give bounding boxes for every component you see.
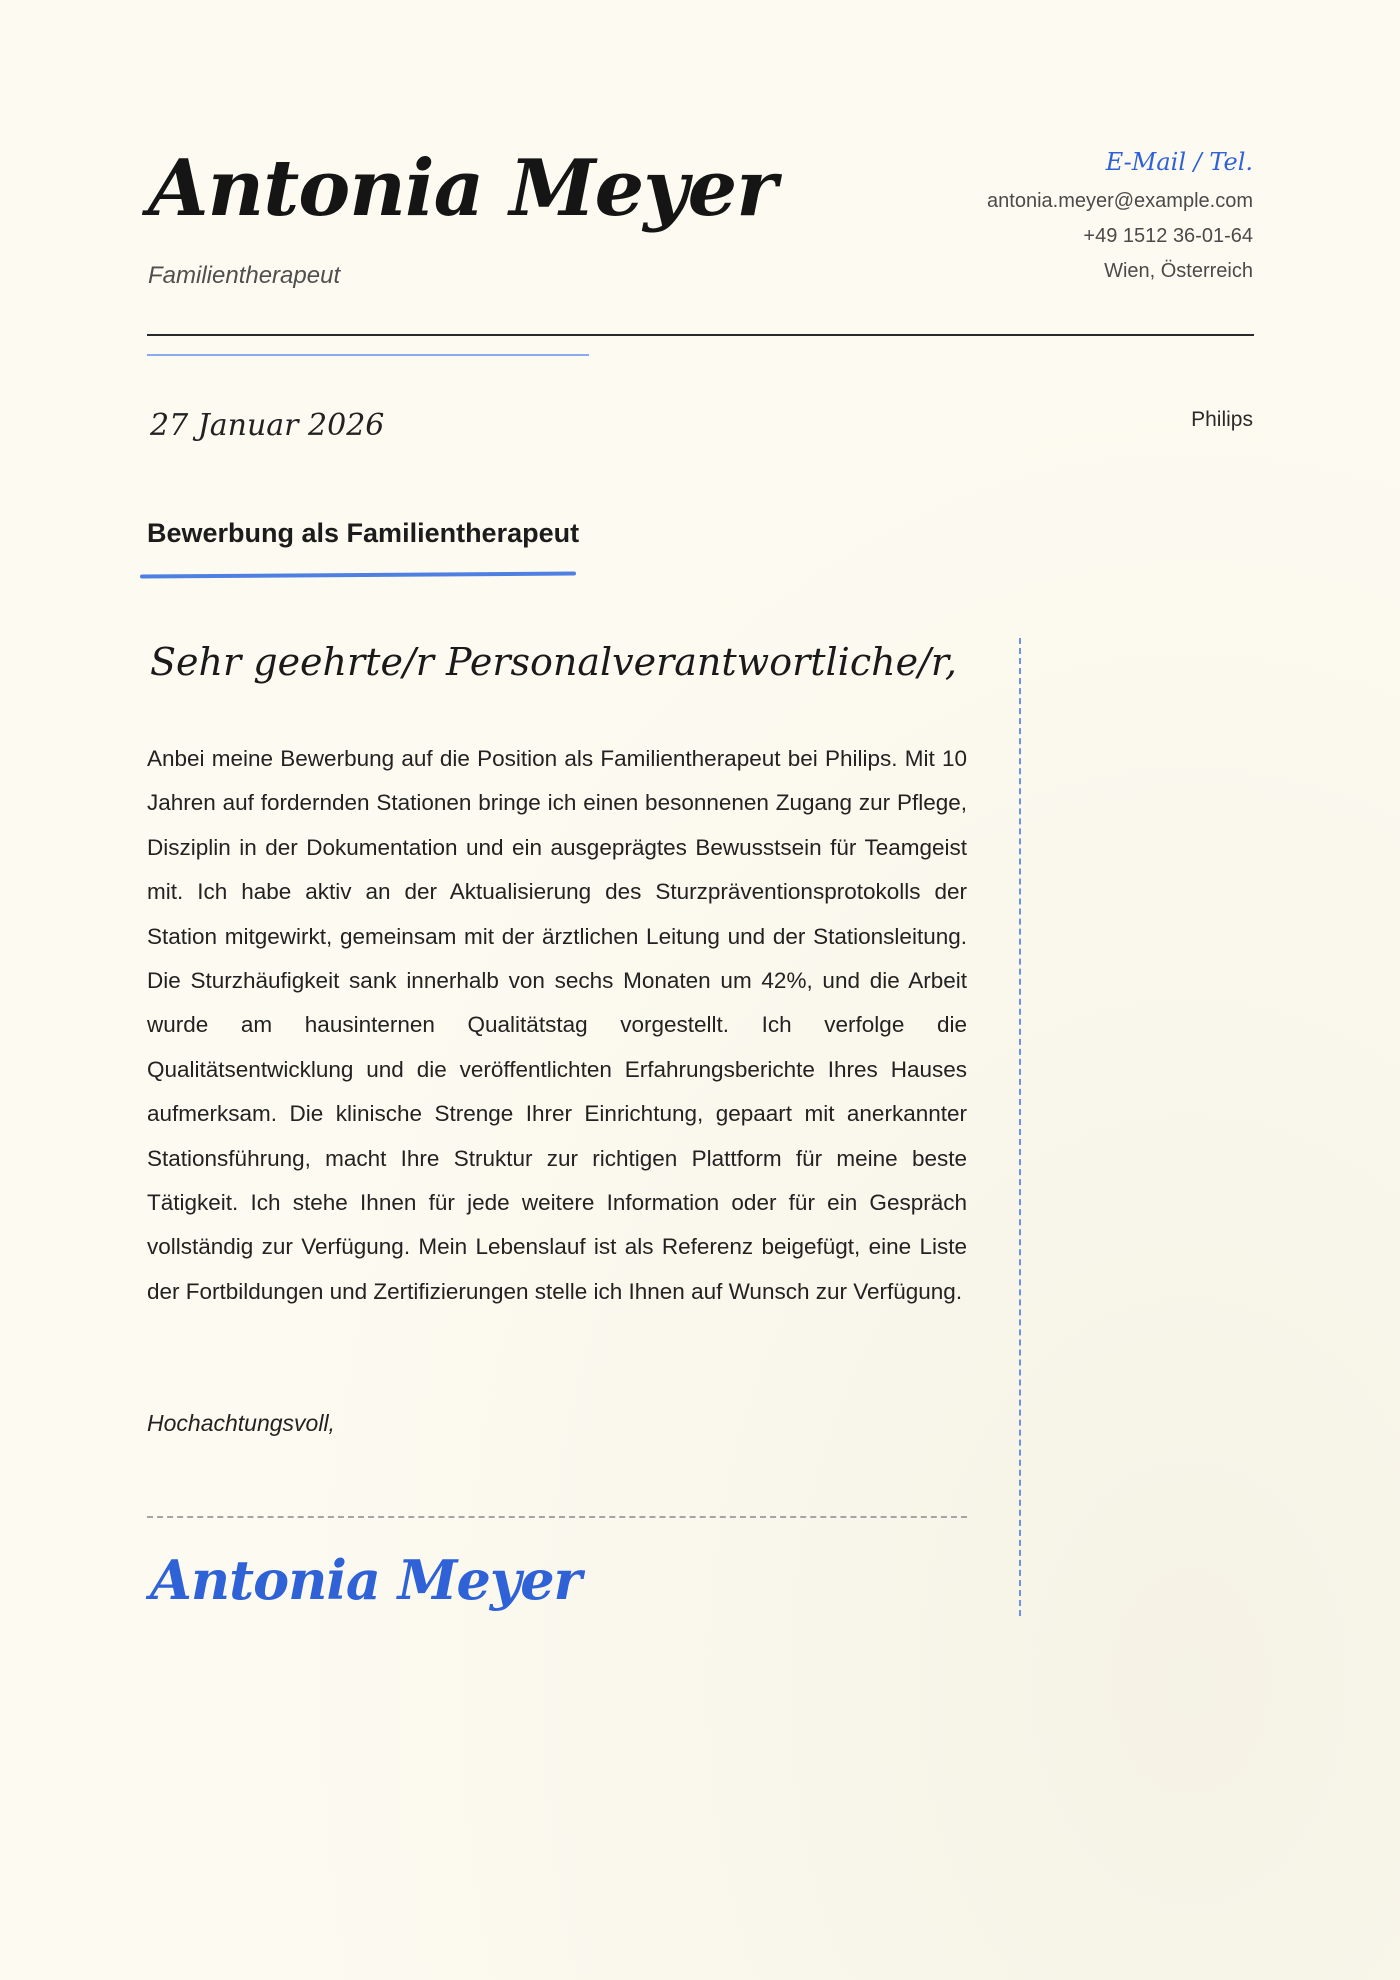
signature: Antonia Meyer bbox=[150, 1548, 581, 1612]
contact-email: antonia.meyer@example.com bbox=[987, 190, 1253, 212]
header-accent-divider bbox=[147, 354, 589, 356]
contact-block bbox=[987, 148, 1253, 289]
letter-body: Anbei meine Bewerbung auf die Position als Familientherapeut bei Philips. Mit 10 Jahren auf fordernden Stationen bringe ich einen besonnenen Zugang zur Pflege, Disziplin in der Dokumentation und ein ausgeprägtes Bewusstsein für Teamgeist mit. Ich habe aktiv an der Aktualisierung des Sturzpräventionsprotokolls der Station mitgewirkt, gemeinsam mit der ärztlichen Leitung und der Stationsleitung. Die Sturzhäufigkeit sank innerhalb von sechs Monaten um 42%, und die Arbeit wurde am hausinternen Qualitätstag vorgestellt. Ich verfolge die Qualitätsentwicklung und die veröffentlichten Erfahrungsberichte Ihres Hauses aufmerksam. Die klinische Strenge Ihrer Einrichtung, gepaart mit anerkannter Stationsführung, macht Ihre Struktur zur richtigen Plattform für meine beste Tätigkeit. Ich stehe Ihnen für jede weitere Information oder für ein Gespräch vollständig zur Verfügung. Mein Lebenslauf ist als Referenz beigefügt, eine Liste der Fortbildungen und Zertifizierungen stelle ich Ihnen auf Wunsch zur Verfügung. bbox=[147, 746, 967, 1304]
letter-date: 27 Januar 2026 bbox=[150, 408, 385, 443]
recipient-company: Philips bbox=[1191, 408, 1253, 431]
applicant-role: Familientherapeut bbox=[148, 262, 341, 289]
header-divider bbox=[147, 334, 1254, 336]
contact-heading: E-Mail / Tel. bbox=[1105, 148, 1253, 176]
contact-phone: +49 1512 36-01-64 bbox=[1083, 225, 1253, 247]
salutation: Sehr geehrte/r Personalverantwortliche/r, bbox=[150, 640, 957, 684]
letter-subject: Bewerbung als Familientherapeut bbox=[147, 518, 580, 548]
signature-divider bbox=[147, 1516, 967, 1518]
contact-location: Wien, Österreich bbox=[1104, 260, 1253, 282]
applicant-name: Antonia Meyer bbox=[148, 143, 777, 234]
margin-dashed-line bbox=[1019, 638, 1021, 1616]
subject-underline bbox=[140, 571, 576, 578]
closing-phrase: Hochachtungsvoll, bbox=[147, 1410, 335, 1436]
